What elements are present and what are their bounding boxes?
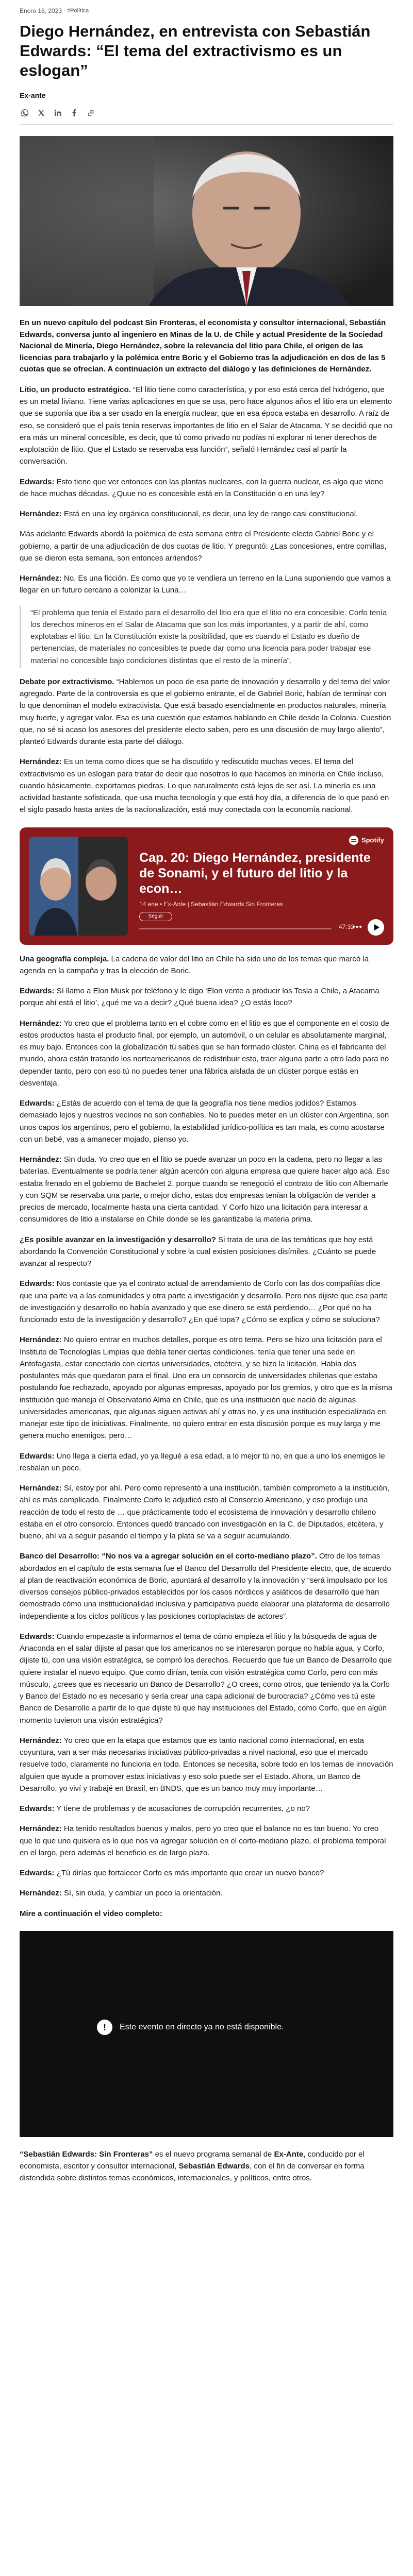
linkedin-icon[interactable] — [53, 108, 63, 118]
paragraph — [20, 1278, 393, 1326]
paragraph-label: Edwards: — [20, 477, 55, 486]
paragraph-label: Edwards: — [20, 987, 55, 996]
paragraph-text: Es un tema como dices que se ha discutido y rediscutido muchas veces. El tema del extractivismo es un eslogan para tratar de decir que nosotros lo que hacemos en minería en Chile incluso, cuando básicamente, exportamos piedras. Lo que naturalmente está lejos de ser así. La minería es una actividad bastante sofisticada, que usa mucha tecnología y que está hoy día, a diferencia de lo que pasó en el siglo pasado hasta antes de la nacionalización, está muy conectada con la economía nacional. — [20, 757, 389, 815]
paragraph — [20, 1234, 393, 1270]
paragraph — [20, 1631, 393, 1726]
paragraph — [20, 384, 393, 468]
portrait-illustration — [20, 136, 393, 306]
paragraph-text: Esto tiene que ver entonces con las plantas nucleares, con la guerra nuclear, es algo que viene de hace muchas décadas. ¿Quue no es concesible está en la Constitución o en una ley? — [20, 477, 384, 498]
paragraph-label: Una geografía compleja. — [20, 954, 109, 963]
paragraph — [20, 1097, 393, 1145]
paragraph-label: Hernández: — [20, 1019, 62, 1028]
divider — [20, 124, 393, 125]
program-footnote: “Sebastián Edwards: Sin Fronteras” es el nuevo programa semanal de Ex-Ante, conducido por el economista, escritor y consultor internacional, Sebastián Edwards, con el fin de conversar en forma distendida sobre distintos temas económicos, internacionales, y políticos, entre otros. — [20, 2149, 365, 2183]
paragraph-text: Sí, estoy por ahí. Pero como representó a una institución, también comprometo a la institución, ahí es más complicado. Finalmente Corfo le adjudicó esto al Consorcio Americano, y eso produjo una reacción de todo el resto de … que prácticamente todo el ecosistema de innovación y desarrollo chileno estaba en el otro consorcio. Entonces quedó trancado con investigación en la C. de Diputados, etcétera, y bueno, ahí va a seguir pasando el tiempo y la plata se va a seguir acumulando. — [20, 1484, 390, 1541]
paragraph-text: Otro de los temas abordados en el capítulo de esta semana fue el Banco del Desarrollo del Presidente electo, que, de acuerdo al plan de reactivación económica de Boric, apuntará al desarrollo y la innovación y “será impulsado por los diversos consejos público-privados establecidos por los casos nórdicos y asiáticos de desarrollo que han demostrado cómo una institucionalidad inclusiva y participativa puede elaborar una plataforma de desarrollo independiente a los ciclos políticos y las posiciones cortoplacistas de actores”. — [20, 1552, 391, 1621]
paragraph-text: Yo creo que el problema tanto en el cobre como en el litio es que el componente en el costo de estos productos hasta el producto final, por ejemplo, un automóvil, o un celular es absolutamente marginal, es muy bajo. Entonces con la globalización tú sabes que se han formado clúster. China es el fabricante del mundo, ahora están tratando los norteamericanos de redistribuir esto, traer alguna parte a otro lado para no depender tanto, pero con eso tú no puedes tener una fábrica aislada de un clúster porque estás en desventaja. — [20, 1019, 390, 1088]
paragraph — [20, 676, 393, 748]
playback-progress-bar[interactable] — [139, 928, 332, 929]
paragraph-text: La cadena de valor del litio en Chile ha sido uno de los temas que marcó la agenda en la campaña y tras la elección de Boric. — [20, 954, 369, 975]
paragraph-label: Litio, un producto estratégico. — [20, 385, 131, 394]
paragraph-label: Banco del Desarrollo: “No nos va a agregar solución en el corto-mediano plazo”. — [20, 1552, 317, 1561]
paragraph-label: Edwards: — [20, 1632, 55, 1641]
article-lead: En un nuevo capítulo del podcast Sin Fronteras, el economista y consultor internacional, Sebastián Edwards, conversa junto al ingeniero en Minas de la U. de Chile y actual Presidente de la Sociedad Nacional de Minería, Diego Hernández, sobre la relevancia del litio para Chile, el origen de las licencias para trabajarlo y la polémica entre Boric y el Gobierno tras la adjudicación en dos de las 5 cuotas que se ofrecían. A continuación un extracto del diálogo y las definiciones de Hernández. — [20, 318, 386, 374]
paragraph: Más adelante Edwards abordó la polémica de esta semana entre el Presidente electo Gabriel Boric y el gobierno, a partir de una adjudicación de dos cuotas de litio. Y preguntó: ¿Las concesiones, entre comillas, que se dieron esta semana, son entonces arriendos? — [20, 530, 387, 563]
paragraph-text: “Hablemos un poco de esa parte de innovación y desarrollo y del tema del valor agregado. Parte de la controversia es que el gobierno entrante, el de Gabriel Boric, habían de terminar con lo que denominan el modelo extractivista. Que está basado esencialmente en productos naturales, minería muy fuerte, y agregar valor. Esa es una cuestión que estamos hablando en Chile desde la Colonia. Cuestión que, no sé si acaso los asesores del presidente electo saben, pero es una discusión de muy largo aliento”, planteó Edwards durante esta parte del diálogo. — [20, 677, 391, 747]
episode-cover — [29, 837, 128, 936]
paragraph — [20, 1450, 393, 1475]
paragraph-label: Hernández: — [20, 510, 62, 519]
x-twitter-icon[interactable] — [36, 108, 46, 118]
article-title: Diego Hernández, en entrevista con Sebastián Edwards: “El tema del extractivismo es un eslogan” — [20, 22, 371, 79]
follow-button[interactable]: Seguir — [139, 912, 172, 921]
article-body-continued — [20, 953, 393, 1920]
paragraph — [20, 1867, 393, 1879]
share-bar — [20, 108, 393, 118]
paragraph-text: Sí, sin duda, y cambiar un poco la orientación. — [61, 1889, 223, 1898]
paragraph-text: ¿Tú dirías que fortalecer Corfo es más importante que crear un nuevo banco? — [54, 1869, 324, 1878]
video-status-text: Este evento en directo ya no está disponible. — [120, 2023, 284, 2032]
spotify-logo[interactable]: Spotify — [349, 836, 384, 845]
spotify-icon — [349, 836, 358, 845]
paragraph-text: Sí llamo a Elon Musk por teléfono y le digo ‘Elon vente a producir los Tesla a Chile, a Atacama porque ahí está el litio’, ¿qué me va a decir? ¿Qué buena idea? ¿O estás loco? — [20, 987, 379, 1008]
paragraph — [20, 1823, 393, 1859]
paragraph-label: Hernández: — [20, 1335, 62, 1345]
paragraph — [20, 756, 393, 816]
paragraph-label: Debate por extractivismo. — [20, 677, 114, 686]
paragraph — [20, 1018, 393, 1090]
paragraph — [20, 1735, 393, 1794]
publish-date: Enero 16, 2023 — [20, 7, 62, 14]
paragraph-label: Edwards: — [20, 1869, 55, 1878]
episode-title[interactable]: Cap. 20: Diego Hernández, presidente de Sonami, y el futuro del litio y la econ… — [139, 850, 371, 896]
paragraph — [20, 1550, 393, 1622]
paragraph-label: Edwards: — [20, 1279, 55, 1289]
paragraph-label: Hernández: — [20, 1824, 62, 1834]
episode-meta: 14 ene • Ex-Ante | Sebastián Edwards Sin Fronteras — [139, 900, 283, 908]
paragraph-text: Sin duda. Yo creo que en el litio se puede avanzar un poco en la cadena, pero no llegar a las baterías. Eventualmente se podría tener algún acercón con alguna empresa que quiere hacer algo acá. Eso estaba frenado en el gobierno de Bachelet 2, porque cuando se renegoció el contrato de litio con Albemarle y con SQM se reservaba una parte, o mejor dicho, estas dos empresas tenían la obligación de vender a precios de mercado, localmente hasta una cierta cantidad. Y Corfo hizo una licitación para interesar a consumidores de litio a instalarse en Chile donde se les garantizaba la materia prima. — [20, 1155, 390, 1224]
paragraph — [20, 1334, 393, 1442]
paragraph — [20, 1803, 393, 1815]
whatsapp-icon[interactable] — [20, 108, 30, 118]
paragraph-label: ¿Es posible avanzar en la investigación y desarrollo? — [20, 1235, 216, 1244]
paragraph-label: Hernández: — [20, 1155, 62, 1164]
paragraph-label: Hernández: — [20, 1484, 62, 1493]
paragraph-text: “El litio tiene como característica, y por eso está cerca del hidrógeno, que es un metal liviano. Tiene varias aplicaciones en que se usa, pero hace algunos años el litio era un elemento que se suponía que iba a ser usado en la energía nuclear, que en esa época estaba en desarrollo. A raíz de eso, se consideró que el país tenía reservas importantes de litio en el Salar de Atacama. Y se decidió que no era más un mineral concesible, es decir, que tú como privado no podías ni explorar ni tener derechos de explotación de litio. Que el Estado se reservaba esa función”, señaló Hernández casi al partir la conversación. — [20, 385, 393, 466]
hero-photo — [20, 136, 393, 306]
paragraph — [20, 1154, 393, 1226]
paragraph-text: Ha tenido resultados buenos y malos, pero yo creo que el balance no es tan bueno. Yo creo que lo que uno quisiera es lo que nos va agregar solución en el corto-mediano plazo, el problema temporal en el largo, pero además el beneficio es de largo plazo. — [20, 1824, 386, 1857]
paragraph-label: Hernández: — [20, 1889, 62, 1898]
paragraph-text: Nos contaste que ya el contrato actual de arrendamiento de Corfo con las dos compañías dice que una parte va a las comunidades y otra parte a investigación y desarrollo. Pero nos dijiste que esa parte de investigación y desarrollo no había avanzado y que ese dinero se está perdiendo… ¿Por qué no ha funcionado esto de la investigación y desarrollo? ¿En qué topa? ¿Cómo se explica y cómo se soluciona? — [20, 1279, 388, 1325]
paragraph — [20, 476, 393, 500]
spotify-embed[interactable] — [20, 827, 393, 945]
play-button[interactable] — [368, 919, 384, 936]
paragraph-text: Uno llega a cierta edad, yo ya llegué a esa edad, a lo mejor tú no, en que a uno los enemigos le resbalan un poco. — [20, 1451, 385, 1472]
paragraph-text: ¿Estás de acuerdo con el tema de que la geografía nos tiene medios jodidos? Estamos demasiado lejos y nuestros vecinos no son confiables. No te puedes meter en un clúster con Argentina, son unos capos los argentinos, pero el gobierno, la estabilidad jurídico-política es tan mala, es como acostarse con un bebé, vas a amanecer mojado, pienso yo. — [20, 1099, 389, 1144]
paragraph-label: Edwards: — [20, 1451, 55, 1461]
paragraph-text: Y tiene de problemas y de acusaciones de corrupción recurrentes, ¿o no? — [54, 1804, 310, 1814]
paragraph — [20, 953, 393, 977]
facebook-icon[interactable] — [69, 108, 79, 118]
alert-icon: ! — [97, 2020, 112, 2035]
paragraph — [20, 1887, 393, 1899]
player-controls — [352, 919, 384, 936]
article-meta — [20, 0, 393, 14]
pull-quote: “El problema que tenía el Estado para el desarrollo del litio era que el litio no era concesible. Corfo tenía los derechos mineros en el Salar de Atacama que son los más importantes, y a partir de ahí, como explotabas el litio. En la Constitución existe la posibilidad, que es cuando el Estado es dueño de pertenencias, de materiales no concesibles te puede dar como una licencia para poder trabajar ese material no concesible bajo condiciones distintas que el resto de la minería”. — [20, 606, 393, 668]
paragraph-label: Edwards: — [20, 1099, 55, 1108]
paragraph — [20, 572, 393, 597]
article-body — [20, 384, 393, 816]
paragraph-text: Yo creo que en la etapa que estamos que es tanto nacional como internacional, en esta coyuntura, van a ser más necesarias iniciativas público-privadas a nivel nacional, eso que el mercado resuelve todo, claramente no funciona en todo. Entonces se necesita, sobre todo en los temas de innovación alguien que ayude a promover estas iniciativas y eso solo puede ser el Estado. Ahora, un Banco de Desarrollo, yo viví y trabajé en Brasil, en BNDS, que es un banco muy muy importante… — [20, 1736, 393, 1793]
episode-duration: 47:32 — [338, 923, 354, 930]
more-options-icon[interactable]: ••• — [352, 922, 362, 931]
paragraph — [20, 985, 393, 1009]
link-icon[interactable] — [86, 108, 96, 118]
paragraph — [20, 1482, 393, 1542]
video-heading: Mire a continuación el video completo: — [20, 1909, 162, 1918]
paragraph-text: Cuando empezaste a informarnos el tema de cómo empieza el litio y la búsqueda de agua de Anaconda en el salar dijiste al pasar que los americanos no se interesaron porque no había agua, y Corfo, dijiste tú, con una visión estratégica, se compró los derechos. Recuerdo que fue un Banco de Desarrollo que quiere instalar el nuevo equipo. Que como dirían, tenía con visión estratégica como Corfo, pero con más músculo, ¿crees que es necesario un Banco de Desarrollo? ¿O crees, como otros, que teniendo ya la Corfo y Banco del Estado no es necesario y sería crear una capa adicional de burocracia? ¿Cómo ves tú este Banco de Desarrollo a partir de lo que dijiste tú que hay instituciones del Estado, como Corfo, que en algún momento tuvieron una visión estratégica? — [20, 1632, 392, 1725]
video-unavailable-message — [97, 2020, 284, 2035]
episode-cover-illustration — [29, 837, 128, 936]
paragraph-text: No. Es una ficción. Es como que yo te vendiera un terreno en la Luna suponiendo que vamos a llegar en un futuro cercano a colonizar la Luna… — [20, 574, 391, 595]
paragraph-text: No quiero entrar en muchos detalles, porque es otro tema. Pero se hizo una licitación para el Instituto de Tecnologías Limpias que debía tener ciertas condiciones, tenía que tener una sede en Antofagasta, estar conectado con ciertas universidades, etcétera, y se hizo la licitación. Había dos postulantes más que quedaron para el final. Uno era un consorcio de universidades chilenas que estaba postulando fue rechazado, apoyado por algunas empresas, apoyado por los gremios, y otro que es la misma institución que maneja el Observatorio Alma en Chile, que es una institución que nació de algunas universidades americanas, que algunas siguen activas ahí y otras no, y es una institución especializada en manejar este tipo de iniciativas. Finalmente, no quiero entrar en esta discusión porque es muy larga y me genera mucho enemigos, pero… — [20, 1335, 392, 1440]
paragraph-label: Hernández: — [20, 757, 62, 767]
host-name: Sebastián Edwards — [178, 2162, 250, 2171]
section-tag[interactable]: #Política — [67, 8, 89, 14]
paragraph-text: Está en una ley orgánica constitucional, es decir, una ley de rango casi constitucional. — [61, 510, 358, 519]
paragraph-label: Hernández: — [20, 574, 62, 583]
author-name[interactable]: Ex-ante — [20, 91, 46, 100]
paragraph-label: Hernández: — [20, 1736, 62, 1745]
paragraph — [20, 508, 393, 520]
paragraph-text: Si trata de una de las temáticas que hoy está abordando la Convención Constitucional y sobre la cual existen posiciones disímiles. ¿Cuánto se puede avanzar al respecto? — [20, 1235, 376, 1268]
paragraph-label: Edwards: — [20, 1804, 55, 1814]
video-embed[interactable] — [20, 1931, 393, 2137]
brand-link[interactable]: Ex-Ante — [274, 2149, 304, 2159]
